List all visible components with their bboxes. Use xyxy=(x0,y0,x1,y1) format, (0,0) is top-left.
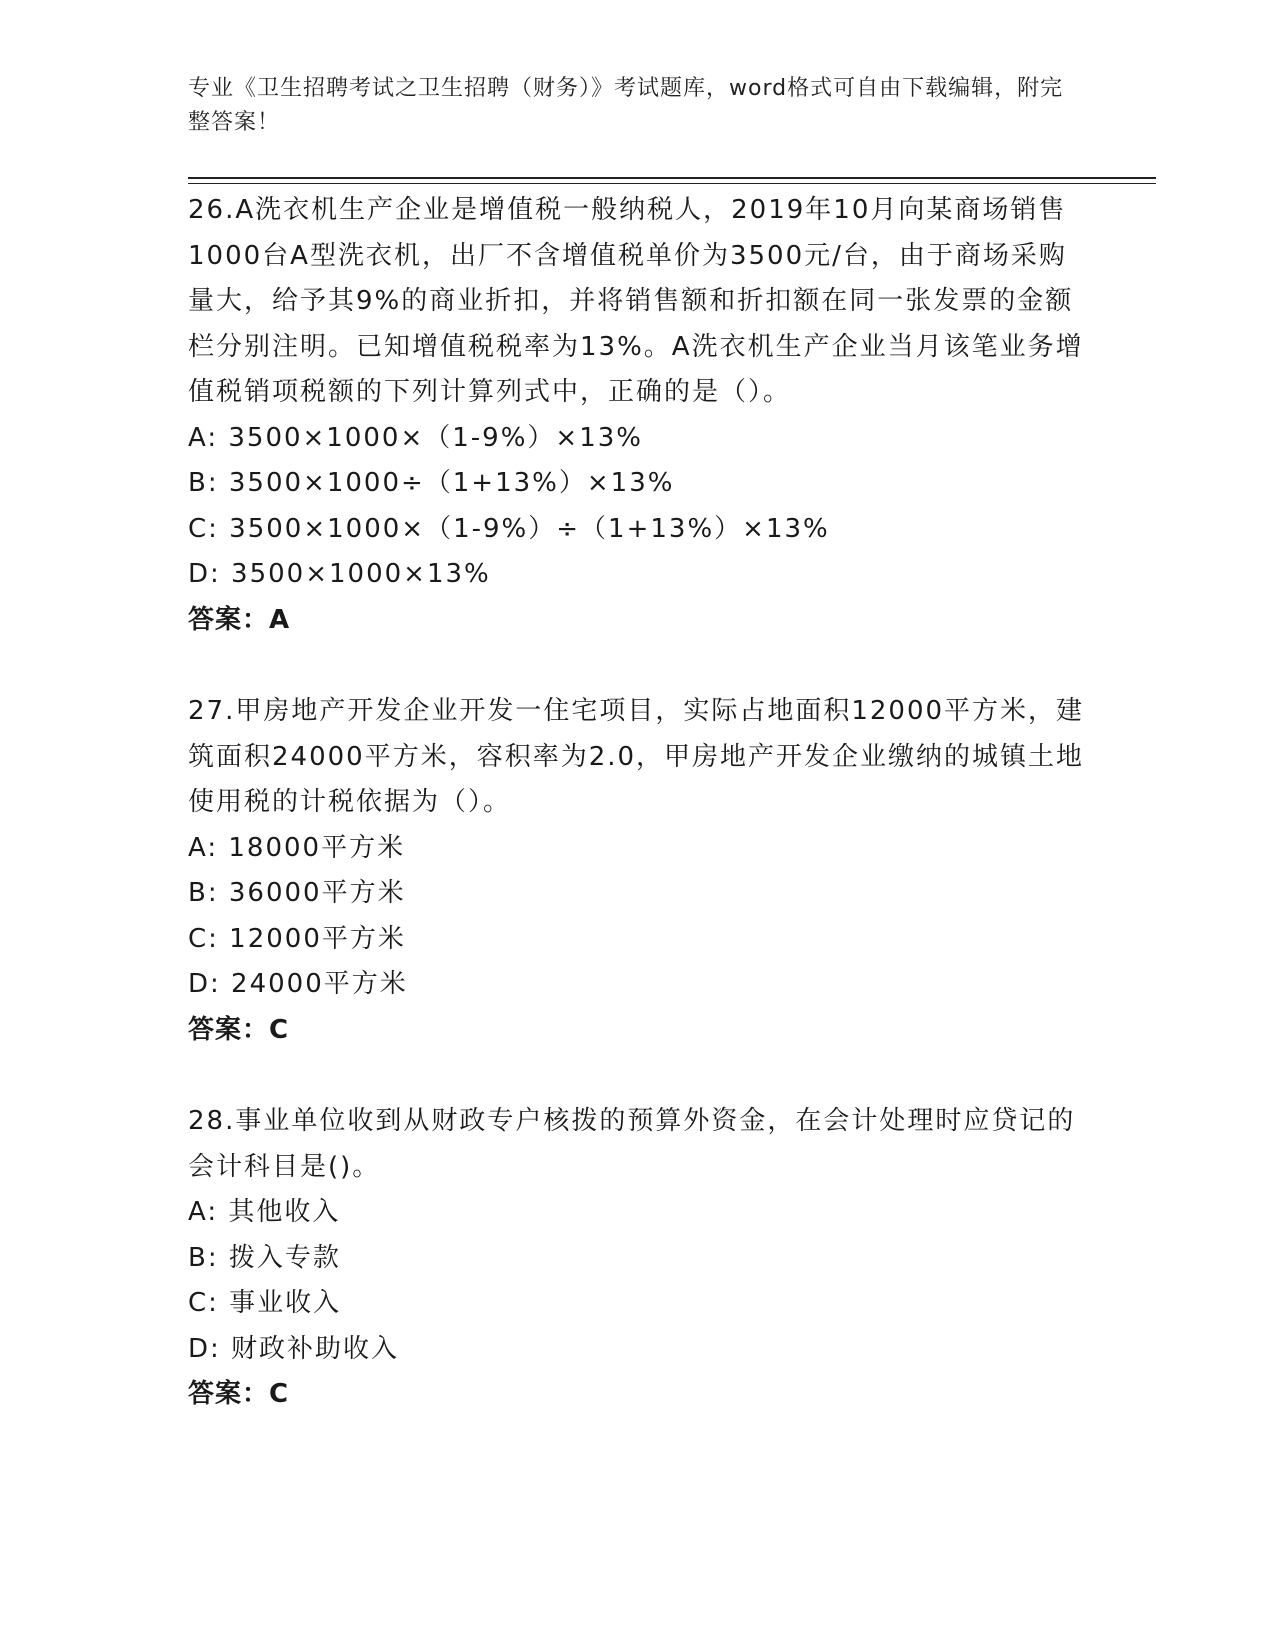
document-header: 专业《卫生招聘考试之卫生招聘（财务）》考试题库，word格式可自由下载编辑，附完整答案！ xyxy=(188,76,1064,135)
option-c: C: 3500×1000×（1-9%）÷（1+13%）×13% xyxy=(188,513,830,544)
option-a: A: 其他收入 xyxy=(188,1197,341,1227)
answer: 答案：A xyxy=(188,604,291,635)
option-c: C: 12000平方米 xyxy=(188,923,406,954)
option-b: B: 36000平方米 xyxy=(188,878,406,908)
option-d: D: 24000平方米 xyxy=(188,969,408,999)
question-stem: 27.甲房地产开发企业开发一住宅项目，实际占地面积12000平方米，建筑面积24000平方米，容积率为2.0，甲房地产开发企业缴纳的城镇土地使用税的计税依据为（）。 xyxy=(188,696,1085,817)
option-c: C: 事业收入 xyxy=(188,1288,342,1318)
question-stem: 26.A洗衣机生产企业是增值税一般纳税人，2019年10月向某商场销售1000台A型洗衣机，出厂不含增值税单价为3500元/台，由于商场采购量大，给予其9%的商业折扣，并将销售额和折扣额在同一张发票的金额栏分别注明。已知增值税税率为13%。A洗衣机生产企业当月该笔业务增值税销项税额的下列计算列式中，正确的是（）。 xyxy=(188,195,1084,407)
option-b: B: 拨入专款 xyxy=(188,1242,341,1273)
option-b: B: 3500×1000÷（1+13%）×13% xyxy=(188,468,675,498)
question-28 xyxy=(188,1099,1088,1418)
option-a: A: 3500×1000×（1-9%）×13% xyxy=(188,422,644,453)
header-divider-thin xyxy=(188,183,1156,184)
option-d: D: 财政补助收入 xyxy=(188,1333,400,1364)
option-d: D: 3500×1000×13% xyxy=(188,559,491,589)
answer: 答案：C xyxy=(188,1014,290,1045)
question-26 xyxy=(188,188,1088,643)
option-a: A: 18000平方米 xyxy=(188,832,406,863)
header-divider-thick xyxy=(188,177,1156,179)
question-stem: 28.事业单位收到从财政专户核拨的预算外资金，在会计处理时应贷记的会计科目是()。 xyxy=(188,1106,1076,1182)
question-27 xyxy=(188,689,1088,1053)
answer: 答案：C xyxy=(188,1379,290,1409)
